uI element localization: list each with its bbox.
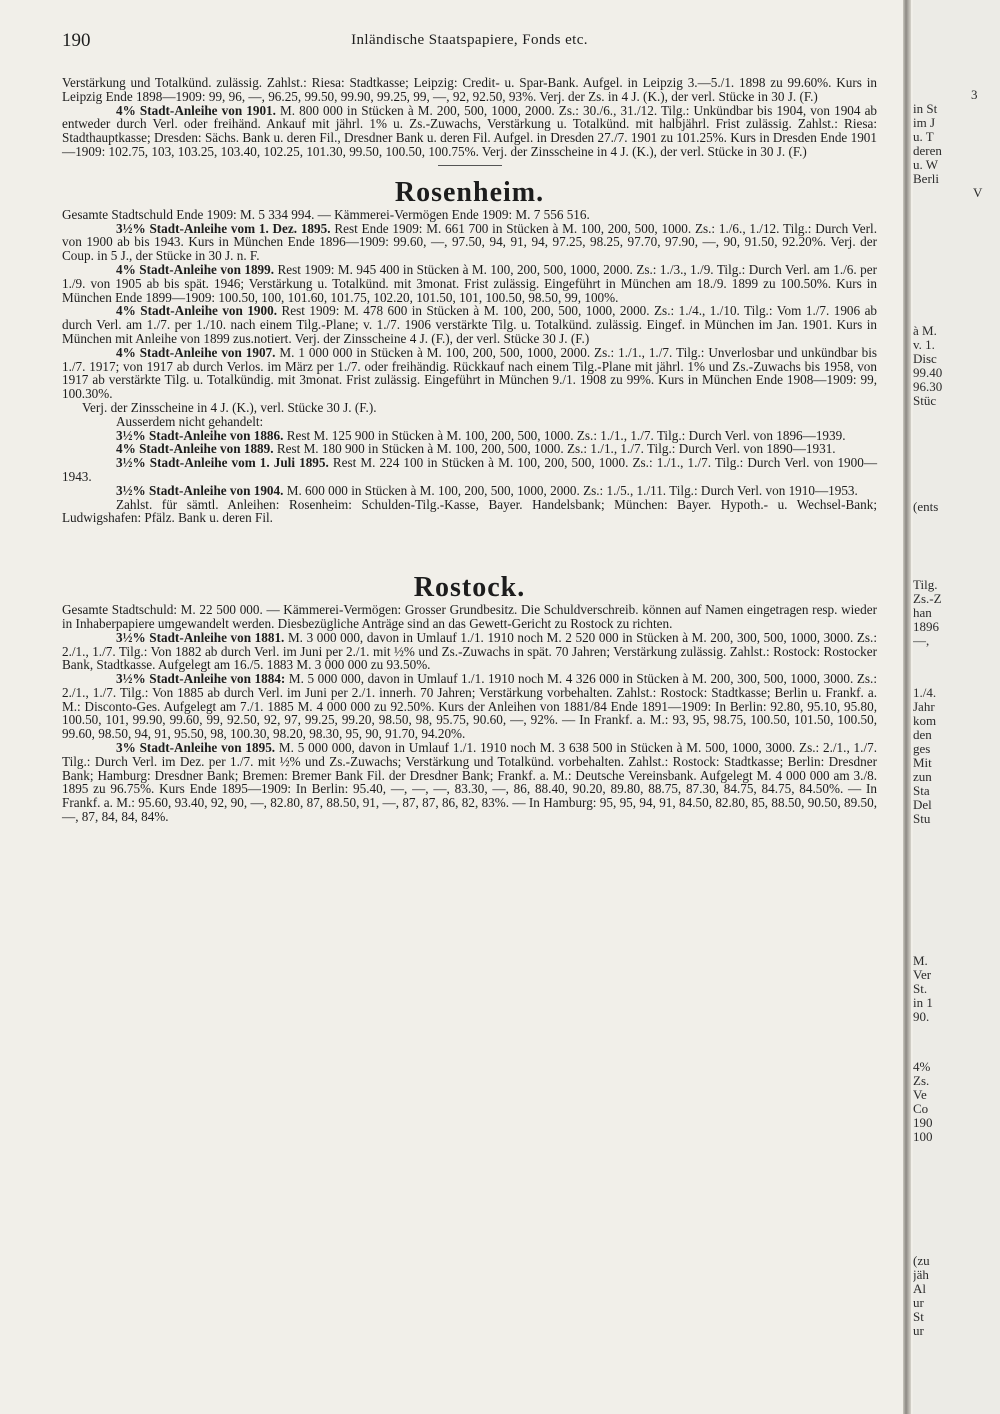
loan-title: 4% Stadt-Anleihe von 1900.: [116, 303, 277, 319]
fragment-line: in St: [913, 101, 938, 116]
zahlst-note: Zahlst. für sämtl. Anleihen: Rosenheim: Schulden-Tilg.-Kasse, Bayer. Handelsbank; München: Bayer. Hypoth.- u. Wechsel-Bank; Ludwigshafen: Pfälz. Bank u. deren Fil.: [62, 496, 877, 526]
fragment-line: 190: [913, 1115, 933, 1130]
fragment-line: ges: [913, 741, 931, 756]
page-column: [62, 30, 877, 824]
fragment-line: Ve: [913, 1087, 927, 1102]
fragment-line: ur: [913, 1295, 924, 1310]
fragment-line: V: [973, 185, 983, 200]
loan-title: 4% Stadt-Anleihe von 1889.: [116, 441, 274, 457]
article-body: [62, 76, 877, 824]
fragment-line: Disc: [913, 351, 937, 366]
fragment-line: kom: [913, 713, 937, 728]
fragment-line: Stu: [913, 811, 931, 826]
loan-title: 3½% Stadt-Anleihe vom 1. Juli 1895.: [116, 455, 329, 471]
ausserdem-note: Ausserdem nicht gehandelt:: [116, 413, 264, 429]
loan-text: M. 600 000 in Stücken à M. 100, 200, 500, 1000, 2000. Zs.: 1./5., 1./11. Tilg.: Durch Verl. von 1910—1953.: [286, 482, 858, 498]
loan-paragraph: [62, 346, 877, 401]
loan-paragraph: [62, 672, 877, 741]
fragment-line: 90.: [913, 1009, 930, 1024]
fragment-line: 3: [971, 87, 978, 102]
fragment-line: 1896: [913, 619, 939, 634]
fragment-line: u. T: [913, 129, 934, 144]
fragment-line: Tilg.: [913, 577, 938, 592]
fragment-line: 4%: [913, 1059, 931, 1074]
fragment-line: 99.40: [913, 365, 943, 380]
loan-text: M. 5 000 000, davon in Umlauf 1./1. 1910 noch M. 4 326 000 in Stücken à M. 200, 300, 500, 1000, 3000. Zs.: 2./1., 1./7. Tilg.: Von 1885 ab durch Verl. im Juni per 2./1. innerh. 70 Jahren; Verstärkung vorbehalten. Zahlst.: Rostock: Stadtkasse; Berlin u. Frankf. a. M.: Disconto-Ges. Aufgelegt am 7./1. 1885 M. 4 000 000 zu 92.50%. Kurs der Anleihen von 1881/84 Ende 1891—1909: In Berlin: 92.80, 95.10, 95.80, 100.50, 101, 99.90, 99.60, 99, 92.50, 92, 97, 99.25, 99.20, 98.50, 98, 95.75, 90.60, —, 92%. — In Frankf. a. M.: 93, 95, 98.75, 100.50, 101.50, 100.50, 99.60, 98.50, 94, 91, 95.50, 98, 100.30, 98.20, 98.30, 95, 90, 91.70, 94.20%.: [62, 671, 877, 742]
loan-text: Rest 1909: M. 945 400 in Stücken à M. 100, 200, 500, 1000, 2000. Zs.: 1./3., 1./9. Tilg.: Durch Verl. am 1./6. per 1./9. von 1905 ab bis spät. 1946; Verstärkung u. Totalkünd. mit 3monat. Frist zulässig. Eingeführt in München am 18./9. 1899 zu 100.50%. Kurs in München Ende 1899—1909: 100.50, 100, 101.60, 101.75, 102.20, 101.50, 101, 100.50, 98.50, 99, 100%.: [62, 261, 878, 305]
loan-title: 3½% Stadt-Anleihe von 1904.: [116, 482, 284, 498]
fragment-line: Al: [913, 1281, 926, 1296]
fragment-line: Del: [913, 797, 932, 812]
loan-text: M. 3 000 000, davon in Umlauf 1./1. 1910 noch M. 2 520 000 in Stücken à M. 200, 300, 500, 1000, 3000. Zs.: 2./1., 1./7. Tilg.: Von 1882 ab durch Verl. im Juni per 2./1. mit ½% und Zs.-Zuwachs in spät. 70 Jahren; Verstärkung zulässig. Zahlst.: Rostock: Rostocker Bank, Stadtkasse. Aufgelegt am 16./5. 1883 M. 3 000 000 zu 93.50%.: [62, 629, 878, 673]
fragment-line: Stüc: [913, 393, 937, 408]
loan-title: 4% Stadt-Anleihe von 1907.: [116, 344, 276, 360]
page-number: 190: [62, 30, 91, 51]
section-title-rostock: Rostock.: [413, 572, 526, 604]
loan-paragraph: [62, 456, 877, 484]
rostock-summary: Gesamte Stadtschuld: M. 22 500 000. — Kämmerei-Vermögen: Grosser Grundbesitz. Die Schuldverschreib. können auf Namen eingetragen resp. wieder in Inhaberpapiere umgewandelt werden. Diesbezügliche Anträge sind an das Gewett-Gericht zu Rostock zu richten.: [62, 602, 877, 631]
fragment-line: v. 1.: [913, 337, 935, 352]
fragment-line: im J: [913, 115, 936, 130]
section-title-rosenheim: Rosenheim.: [394, 176, 545, 208]
fragment-line: St.: [913, 981, 928, 996]
fragment-line: Jahr: [913, 699, 935, 714]
loan-paragraph: [62, 442, 877, 456]
loan-title: 4% Stadt-Anleihe von 1901.: [116, 102, 276, 118]
loan-text: Rest 1909: M. 478 600 in Stücken à M. 100, 200, 500, 1000, 2000. Zs.: 1./4., 1./10. Tilg.: Vom 1./7. 1906 ab durch Verl. am 1./7. per 1./10. nach einem Tilg.-Plane; v. 1./7. 1906 verstärkte Tilg. u. Totalkünd. zulässig. Eingef. in München im Jan. 1901. Kurs in München mit Anleihe von 1899 zus.notiert. Verj. der Zinsscheine 4 J. (F.), der verl. Stücke 30 J. (F.): [62, 303, 878, 346]
fragment-line: (ents: [913, 499, 939, 514]
loan-text: M. 1 000 000 in Stücken à M. 100, 200, 500, 1000, 2000. Zs.: 1./1., 1./7. Tilg.: Unverlosbar und unkündbar bis 1./7. 1917; von 1917 ab durch Verlos. im März per 1./7. oder freihändig. Rückkauf nach einem Tilg.-Plane mit jährl. 1% und Zs.-Zuwachs bis 1958, von 1917 ab verstärkte Tilg. u. Totalkündig. mit 3monat. Frist zulässig. Eingeführt in München 9./1. 1908 zu 99%. Kurs in München Ende 1908—1909: 99, 100.30%.: [62, 344, 877, 402]
loan-title: 3½% Stadt-Anleihe von 1886.: [116, 427, 284, 443]
loan-text: Rest Ende 1909: M. 661 700 in Stücken à M. 100, 200, 500, 1000. Zs.: 1./6., 1./12. Tilg.: Durch Verl. von 1900 ab bis 1943. Kurs in München Ende 1896—1909: 99.60, —, 97.50, 94, 91, 94, 97.25, 98.25, 97.70, 97.90, —, 90, 91.50, 92.20%. Verj. der Coup. in 5 J., der Stücke in 30 J. n. F.: [62, 220, 878, 264]
loan-title: 4% Stadt-Anleihe von 1899.: [116, 261, 275, 277]
verj-note: Verj. der Zinsscheine in 4 J. (K.), verl. Stücke 30 J. (F.).: [82, 399, 377, 415]
loan-paragraph: [62, 304, 877, 345]
loan-paragraph: [62, 222, 877, 263]
loan-title: 3½% Stadt-Anleihe von 1884:: [116, 671, 286, 687]
fragment-line: Mit: [913, 755, 932, 770]
fragment-line: jäh: [913, 1267, 929, 1282]
loan-paragraph: [62, 429, 877, 443]
fragment-line: zun: [913, 769, 932, 784]
fragment-line: 100: [913, 1129, 933, 1144]
loan-title: 3½% Stadt-Anleihe vom 1. Dez. 1895.: [116, 220, 331, 236]
fragment-line: à M.: [913, 323, 937, 338]
running-title: Inländische Staatspapiere, Fonds etc.: [351, 32, 588, 48]
fragment-line: —,: [913, 633, 930, 648]
fragment-line: Ver: [913, 967, 932, 982]
page-gutter: [903, 0, 911, 1414]
rosenheim-summary: Gesamte Stadtschuld Ende 1909: M. 5 334 994. — Kämmerei-Vermögen Ende 1909: M. 7 556 516.: [62, 206, 590, 222]
fragment-line: St: [913, 1309, 924, 1324]
intro-loan-paragraph: [62, 104, 877, 159]
loan-title: 3% Stadt-Anleihe von 1895.: [116, 740, 276, 756]
fragment-line: deren: [913, 143, 942, 158]
section-rostock: [62, 573, 877, 824]
section-rosenheim: [62, 178, 877, 525]
loan-paragraph: [62, 741, 877, 824]
loan-title: 3½% Stadt-Anleihe von 1881.: [116, 629, 285, 645]
loan-text: Rest M. 224 100 in Stücken à M. 100, 200, 500, 1000. Zs.: 1./1., 1./7. Tilg.: Durch Verl. von 1900—1943.: [62, 455, 878, 484]
section-divider: [438, 165, 502, 166]
loan-paragraph: [62, 631, 877, 672]
fragment-line: ur: [913, 1323, 924, 1338]
fragment-line: in 1: [913, 995, 933, 1010]
adjacent-page-fragment: [913, 0, 1000, 1414]
fragment-line: (zu: [913, 1253, 930, 1268]
loan-text: Rest M. 125 900 in Stücken à M. 100, 200, 500, 1000. Zs.: 1./1., 1./7. Tilg.: Durch Verl. von 1896—1939.: [286, 427, 846, 443]
page-header: [62, 30, 877, 56]
loan-text: Rest M. 180 900 in Stücken à M. 100, 200, 500, 1000. Zs.: 1./1., 1./7. Tilg.: Durch Verl. von 1890—1931.: [276, 441, 836, 457]
fragment-line: Co: [913, 1101, 929, 1116]
loan-paragraph: [62, 484, 877, 498]
fragment-line: han: [913, 605, 932, 620]
intro-paragraph: Verstärkung und Totalkünd. zulässig. Zahlst.: Riesa: Stadtkasse; Leipzig: Credit- u. Spar-Bank. Aufgel. in Leipzig 3.—5./1. 1898 zu 99.60%. Kurs in Leipzig Ende 1898—1909: 99, 96, —, 96.25, 99.50, 99.90, 99.25, 99, —, 92, 92.50, 93%. Verj. der Zs. in 4 J. (K.), der verl. Stücke in 30 J. (F.): [62, 75, 877, 104]
fragment-line: u. W: [913, 157, 939, 172]
loan-text: M. 5 000 000, davon in Umlauf 1./1. 1910 noch M. 3 638 500 in Stücken à M. 500, 1000, 3000. Zs.: 2./1., 1./7. Tilg.: Durch Verl. im Dez. per 1./7. mit ½% und Zs.-Zuwachs; Verstärkung und Totalkünd. vorbehalten. Zahlst.: Rostock: Stadtkasse; Berlin: Dresdner Bank; Hamburg: Dresdner Bank; Bremen: Bremer Bank Fil. der Dresdner Bank; Frankf. a. M.: Deutsche Vereinsbank. Aufgelegt M. 4 000 000 am 3./8. 1895 zu 96.75%. Kurs Ende 1895—1909: In Berlin: 95.40, —, —, —, 83.30, —, 86, 88.40, 90.20, 89.80, 88.75, 87.30, 84.75, 84.75, 84.50%. — In Frankf. a. M.: 95.60, 93.40, 92, 90, —, 82.80, 87, 88.50, 91, —, 87, 87, 86, 82, 83%. — In Hamburg: 95, 95, 94, 91, 84.50, 82.80, 85, 88.50, 90.50, 89.50, —, 87, 84, 84, 84%.: [62, 740, 877, 825]
fragment-line: den: [913, 727, 932, 742]
fragment-line: Zs.-Z: [913, 591, 942, 606]
fragment-line: 1./4.: [913, 685, 937, 700]
loan-text: M. 800 000 in Stücken à M. 200, 500, 1000, 2000. Zs.: 30./6., 31./12. Tilg.: Unkündbar bis 1904, von 1904 ab entweder durch Verl. oder freihänd. Ankauf mit jährl. 1% u. Zs.-Zuwachs, Verstärkung u. Totalkünd. mit halbjährl. Frist zulässig. Zahlst.: Riesa: Stadthauptkasse; Dresden: Sächs. Bank u. deren Fil., Dresdner Bank u. deren Fil. Aufgel. in Dresden 27./7. 1901 zu 101.25%. Kurs in Dresden Ende 1901—1909: 102.75, 103, 103.25, 103.40, 102.25, 101.30, 99.50, 100.50, 100.75%. Verj. der Zinsscheine in 4 J. (K.), der verl. Stücke in 30 J. (F.): [62, 102, 878, 159]
loan-paragraph: [62, 263, 877, 304]
fragment-line: Berli: [913, 171, 939, 186]
fragment-line: Zs.: [913, 1073, 930, 1088]
fragment-line: 96.30: [913, 379, 943, 394]
fragment-line: Sta: [913, 783, 930, 798]
fragment-line: M.: [913, 953, 928, 968]
